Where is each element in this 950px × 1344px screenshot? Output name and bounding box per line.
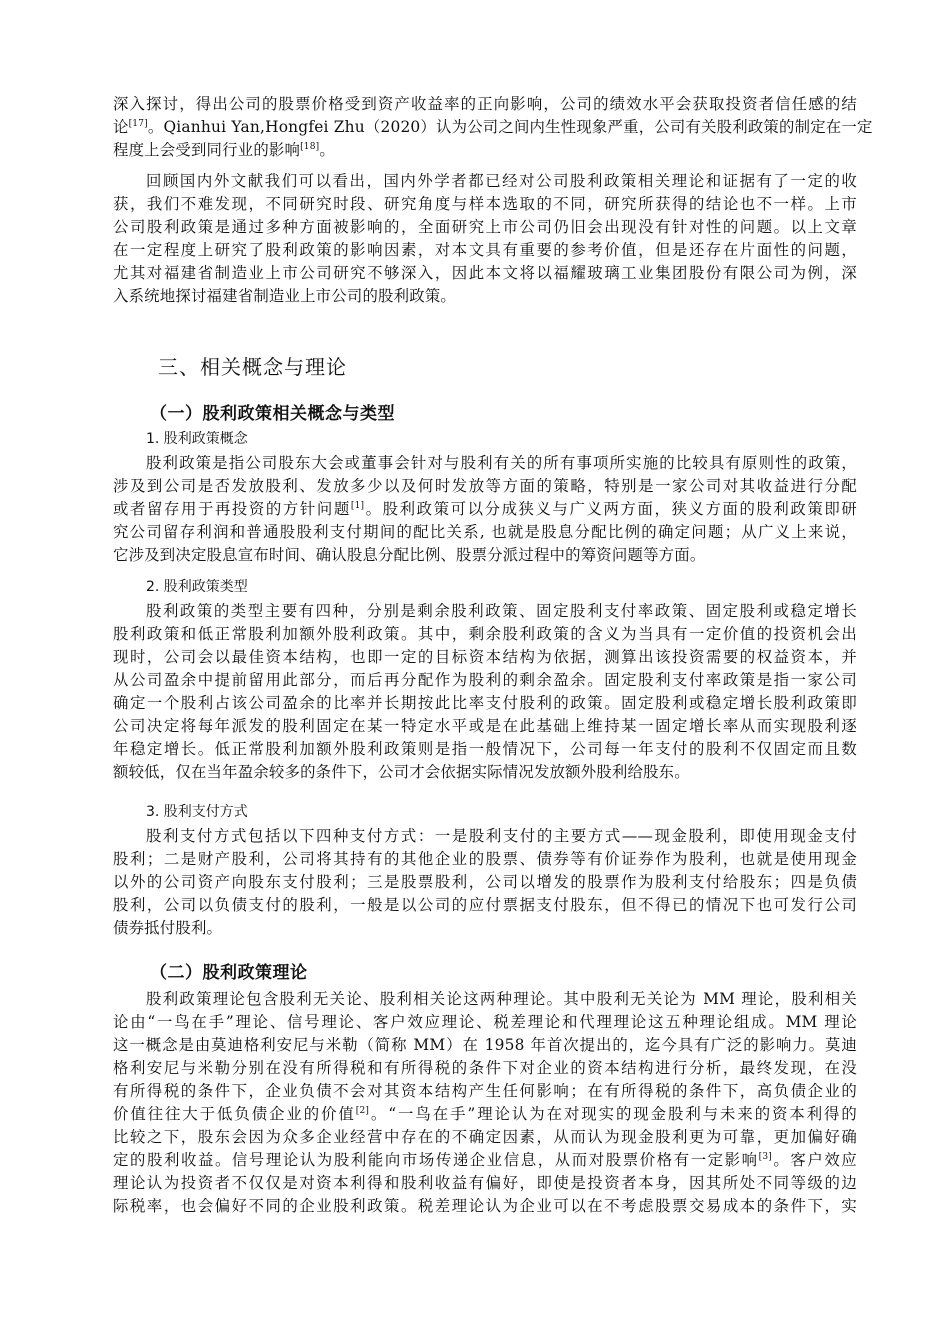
body-text-line: 格利安尼与米勒分别在没有所得税和有所得税的条件下对企业的资本结构进行分析，最终发现，在没 bbox=[113, 1059, 857, 1077]
body-text-line: 股利政策和低正常股利加额外股利政策。其中，剩余股利政策的含义为当具有一定价值的投资机会出 bbox=[113, 625, 857, 643]
citation: [3] bbox=[758, 1152, 773, 1162]
body-text-line: 股利，公司以负债支付的股利，一般是以公司的应付票据支付股东，但不得已的情况下也可发行公司 bbox=[113, 896, 857, 914]
citation: [18] bbox=[300, 142, 320, 152]
body-text-line: 价值往往大于低负债企业的价值[2]。“一鸟在手”理论认为在对现实的现金股利与未来的资本利得的 bbox=[113, 1105, 857, 1123]
body-text-line: 程度上会受到同行业的影响[18]。 bbox=[113, 141, 335, 159]
body-text-line: 股利政策是指公司股东大会或董事会针对与股利有关的所有事项所实施的比较具有原则性的政策， bbox=[146, 454, 857, 472]
body-text-line: 从公司盈余中提前留用此部分，而后再分配作为股利的剩余盈余。固定股利支付率政策是指一家公司 bbox=[113, 671, 857, 689]
body-text-line: 债券抵付股利。 bbox=[113, 919, 223, 937]
body-text-line: 或者留存用于再投资的方针问题[1]。股利政策可以分成狭义与广义两方面，狭义方面的股利政策即研 bbox=[113, 500, 857, 518]
item-heading: 3. 股利支付方式 bbox=[146, 804, 248, 820]
body-text-line: 以外的公司资产向股东支付股利；三是股票股利，公司以增发的股票作为股利支付给股东；四是负债 bbox=[113, 873, 857, 891]
body-text-line: 有所得税的条件下，企业负债不会对其资本结构产生任何影响；在有所得税的条件下，高负债企业的 bbox=[113, 1082, 857, 1100]
section-heading: 三、相关概念与理论 bbox=[158, 355, 347, 379]
body-text-line: 这一概念是由莫迪格利安尼与米勒（简称 MM）在 1958 年首次提出的，迄今具有广泛的影响力。莫迪 bbox=[113, 1036, 857, 1054]
body-text-line: 理论认为投资者不仅仅是对资本利得和股利收益有偏好，即使是投资者本身，因其所处不同等级的边 bbox=[113, 1174, 857, 1192]
body-text-line: 股利政策的类型主要有四种，分别是剩余股利政策、固定股利支付率政策、固定股利或稳定增长 bbox=[146, 602, 857, 620]
body-text-line: 尤其对福建省制造业上市公司研究不够深入，因此本文将以福耀玻璃工业集团股份有限公司为例，深 bbox=[113, 264, 857, 282]
body-text-line: 论由“一鸟在手”理论、信号理论、客户效应理论、税差理论和代理理论这五种理论组成。MM 理论 bbox=[113, 1013, 857, 1031]
body-text-line: 深入探讨，得出公司的股票价格受到资产收益率的正向影响，公司的绩效水平会获取投资者信任感的结 bbox=[113, 95, 857, 113]
body-text-line: 公司决定将每年派发的股利固定在某一特定水平或是在此基础上维持某一固定增长率从而实现股利逐 bbox=[113, 717, 857, 735]
body-text-line: 回顾国内外文献我们可以看出，国内外学者都已经对公司股利政策相关理论和证据有了一定的收 bbox=[146, 172, 857, 190]
body-text-line: 它涉及到决定股息宣布时间、确认股息分配比例、股票分派过程中的筹资问题等方面。 bbox=[113, 546, 706, 564]
citation: [17] bbox=[128, 119, 148, 129]
body-text-line: 确定一个股利占该公司盈余的比率并长期按此比率支付股利的政策。固定股利或稳定增长股利政策即 bbox=[113, 694, 857, 712]
body-text-line: 股利；二是财产股利，公司将其持有的其他企业的股票、债券等有价证券作为股利，也就是使用现金 bbox=[113, 850, 857, 868]
subsection-heading: （一）股利政策相关概念与类型 bbox=[150, 404, 395, 424]
body-text-line: 股利支付方式包括以下四种支付方式：一是股利支付的主要方式——现金股利，即使用现金支付 bbox=[146, 827, 857, 845]
body-text-line: 额较低，仅在当年盈余较多的条件下，公司才会依据实际情况发放额外股利给股东。 bbox=[113, 763, 690, 781]
body-text-line: 股利政策理论包含股利无关论、股利相关论这两种理论。其中股利无关论为 MM 理论，股利相关 bbox=[146, 990, 857, 1008]
subsection-heading: （二）股利政策理论 bbox=[150, 963, 308, 983]
item-heading: 1. 股利政策概念 bbox=[146, 431, 248, 447]
item-heading: 2. 股利政策类型 bbox=[146, 579, 248, 595]
body-text-line: 在一定程度上研究了股利政策的影响因素，对本文具有重要的参考价值，但是还存在片面性的问题， bbox=[113, 241, 857, 259]
body-text-line: 涉及到公司是否发放股利、发放多少以及何时发放等方面的策略，特别是一家公司对其收益进行分配 bbox=[113, 477, 857, 495]
body-text-line: 获，我们不难发现，不同研究时段、研究角度与样本选取的不同，研究所获得的结论也不一样。上市 bbox=[113, 195, 857, 213]
body-text-line: 定的股利收益。信号理论认为股利能向市场传递企业信息，从而对股票价格有一定影响[3]。客户效应 bbox=[113, 1151, 857, 1169]
body-text-line: 际税率，也会偏好不同的企业股利政策。税差理论认为企业可以在不考虑股票交易成本的条件下，实 bbox=[113, 1197, 857, 1215]
body-text-line: 现时，公司会以最佳资本结构，也即一定的目标资本结构为依据，测算出该投资需要的权益资本，并 bbox=[113, 648, 857, 666]
body-text-line: 比较之下，股东会因为众多企业经营中存在的不确定因素，从而认为现金股利更为可靠，更加偏好确 bbox=[113, 1128, 857, 1146]
citation: [2] bbox=[355, 1106, 370, 1116]
citation: [1] bbox=[350, 501, 365, 511]
body-text-line: 入系统地探讨福建省制造业上市公司的股利政策。 bbox=[113, 287, 456, 305]
body-text-line: 公司股利政策是通过多种方面被影响的，全面研究上市公司仍旧会出现没有针对性的问题。以上文章 bbox=[113, 218, 857, 236]
body-text-line: 论[17]。Qianhui Yan,Hongfei Zhu（2020）认为公司之间内生性现象严重，公司有关股利政策的制定在一定 bbox=[113, 118, 873, 136]
body-text-line: 年稳定增长。低正常股利加额外股利政策则是指一般情况下，公司每一年支付的股利不仅固定而且数 bbox=[113, 740, 857, 758]
body-text-line: 究公司留存利润和普通股股利支付期间的配比关系, 也就是股息分配比例的确定问题；从广义上来说， bbox=[113, 523, 857, 541]
